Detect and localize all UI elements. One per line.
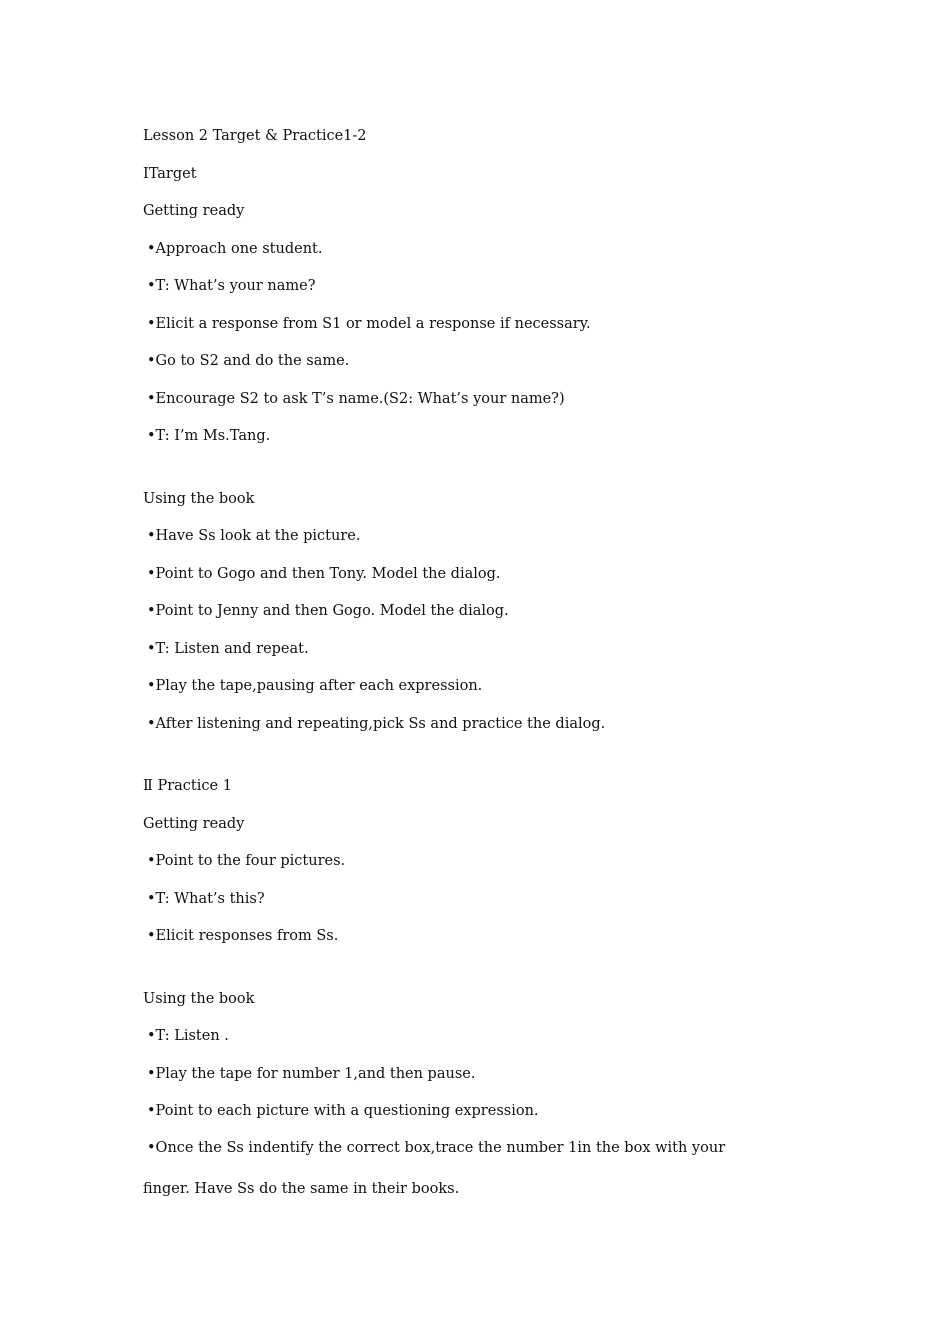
bullet-item: •After listening and repeating,pick Ss and practice the dialog.	[147, 715, 606, 732]
bullet-item: •Elicit responses from Ss.	[147, 928, 339, 944]
wrapped-bullet-line-2: finger. Have Ss do the same in their books.	[143, 1180, 460, 1197]
bullet-item: •T: Listen and repeat.	[147, 640, 309, 657]
lesson-title: Lesson 2 Target & Practice1-2	[143, 128, 367, 144]
paragraph-gap	[143, 464, 833, 489]
bullet-item: •Have Ss look at the picture.	[147, 528, 361, 544]
bullet-item: •Play the tape for number 1,and then pause.	[147, 1065, 476, 1082]
bullet-item: •Approach one student.	[147, 240, 323, 257]
paragraph-gap	[143, 964, 833, 989]
bullet-item: •T: Listen .	[147, 1028, 229, 1044]
subheading-getting-ready: Getting ready	[143, 203, 245, 219]
bullet-item: •Point to the four pictures.	[147, 853, 346, 869]
bullet-item: •Play the tape,pausing after each expression.	[147, 678, 483, 694]
bullet-item: •T: What’s your name?	[147, 278, 316, 294]
bullet-item: •Go to S2 and do the same.	[147, 353, 350, 369]
wrapped-bullet-line-1: •Once the Ss indentify the correct box,trace the number 1in the box with your	[147, 1139, 726, 1156]
bullet-item: •T: I’m Ms.Tang.	[147, 428, 271, 444]
document-page	[143, 126, 833, 1227]
subheading-using-the-book: Using the book	[143, 990, 255, 1007]
bullet-item: •Encourage S2 to ask T’s name.(S2: What’s your name?)	[147, 390, 565, 407]
subheading-using-the-book: Using the book	[143, 490, 255, 507]
bullet-item: •T: What’s this?	[147, 890, 265, 907]
bullet-item: •Point to Jenny and then Gogo. Model the dialog.	[147, 603, 509, 619]
bullet-item: •Elicit a response from S1 or model a response if necessary.	[147, 315, 591, 332]
wrapped-bullet-paragraph	[143, 1128, 813, 1210]
paragraph-gap	[143, 751, 833, 776]
bullet-item: •Point to each picture with a questioning expression.	[147, 1103, 539, 1119]
section-heading-target: ⅠTarget	[143, 165, 197, 182]
subheading-getting-ready: Getting ready	[143, 815, 245, 832]
bullet-item: •Point to Gogo and then Tony. Model the dialog.	[147, 565, 501, 582]
section-heading-practice-1: Ⅱ Practice 1	[143, 778, 232, 794]
